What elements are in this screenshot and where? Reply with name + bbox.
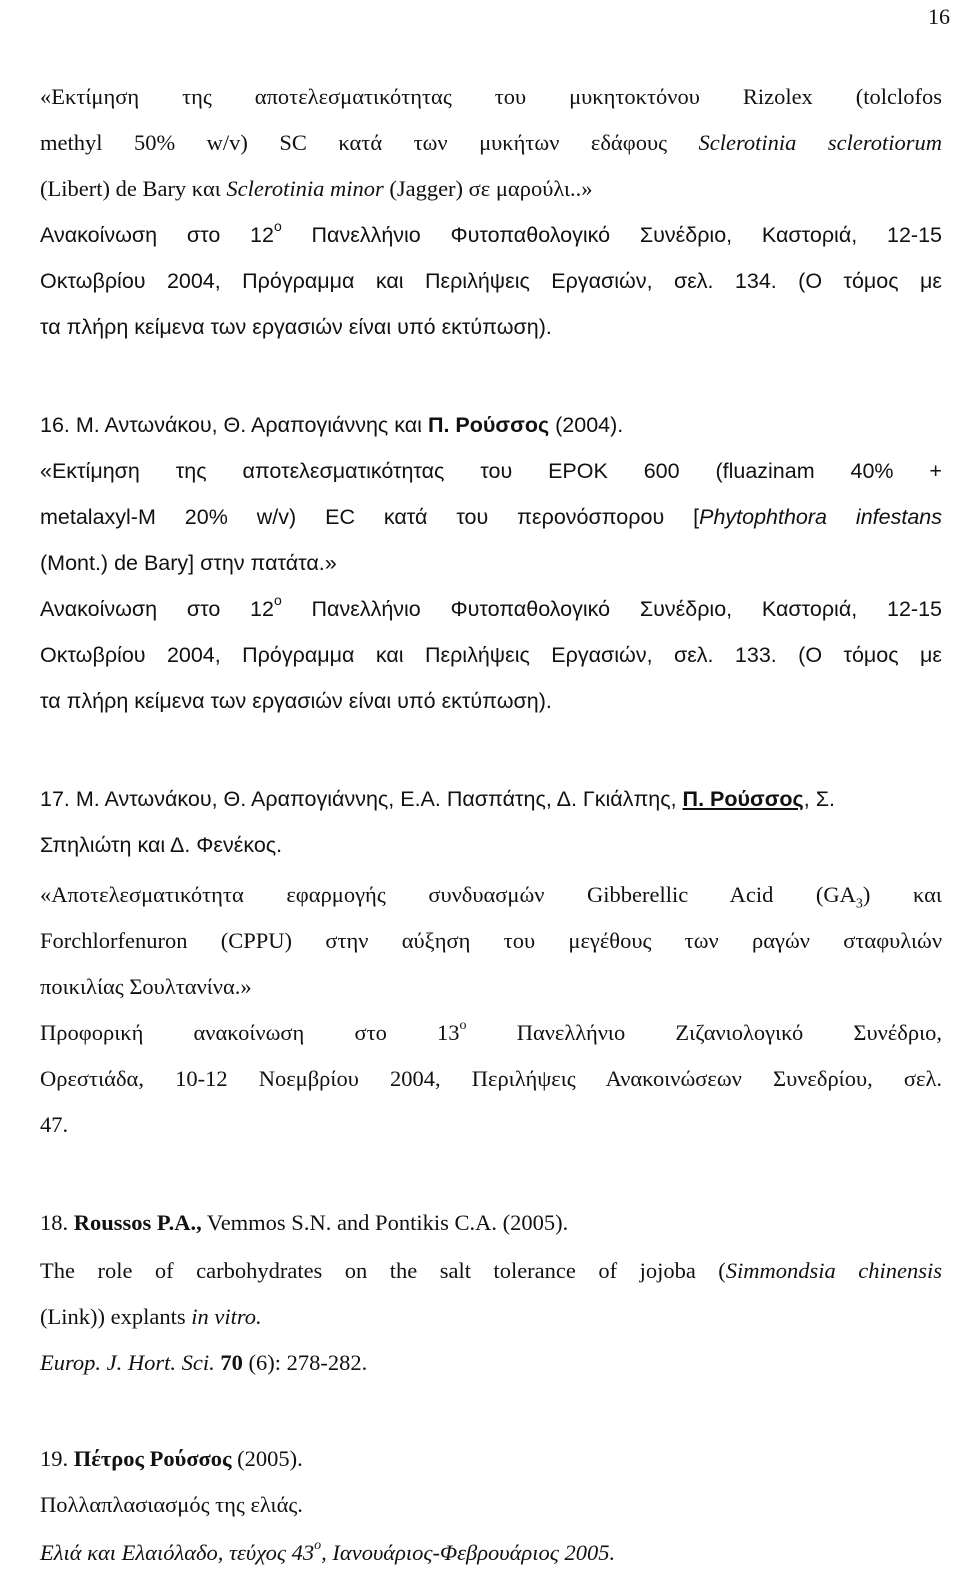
entry-18-line-4: Europ. J. Hort. Sci. 70 (6): 278-282.: [40, 1350, 368, 1375]
entry-17-line-5: ποικιλίας Σουλτανίνα.»: [40, 974, 252, 999]
entry-19-line-3: Ελιά και Ελαιόλαδο, τεύχος $43^o$, Ιανουάριος-Φεβρουάριος 2005.: [40, 1537, 616, 1565]
entry-15-line-4: Ανακοίνωση στο $12^o$ Πανελλήνιο Φυτοπαθολογικό Συνέδριο, Καστοριά, 12-15: [40, 217, 942, 247]
entry-16-line-6: Οκτωβρίου 2004, Πρόγραμμα και Περιλήψεις Εργασιών, σελ. 133. (Ο τόμος με: [40, 643, 942, 667]
entry-16-line-5: Ανακοίνωση στο $12^o$ Πανελλήνιο Φυτοπαθολογικό Συνέδριο, Καστοριά, 12-15: [40, 591, 942, 621]
page-number: 16: [928, 4, 950, 29]
entry-16-line-7: τα πλήρη κείμενα των εργασιών είναι υπό εκτύπωση).: [40, 689, 552, 713]
entry-17-line-3: «Αποτελεσματικότητα εφαρμογής συνδυασμών Gibberellic Acid $(GA_3)$ και: [40, 882, 942, 912]
entry-15-line-3: (Libert) de Bary και Sclerotinia minor (Jagger) σε μαρούλι..»: [40, 176, 593, 201]
entry-15-line-5: Οκτωβρίου 2004, Πρόγραμμα και Περιλήψεις Εργασιών, σελ. 134. (Ο τόμος με: [40, 269, 942, 293]
entry-17-line-4: Forchlorfenuron (CPPU) στην αύξηση του μεγέθους των ραγών σταφυλιών: [40, 928, 942, 953]
entry-16-line-1: 16. Μ. Αντωνάκου, Θ. Αραπογιάννης και Π. Ρούσσος (2004).: [40, 413, 624, 437]
entry-17-line-6: Προφορική ανακοίνωση στο $13^o$ Πανελλήνιο Ζιζανιολογικό Συνέδριο,: [40, 1017, 942, 1045]
entry-16-line-2: «Εκτίμηση της αποτελεσματικότητας του EPOK 600 (fluazinam 40% +: [40, 459, 942, 483]
entry-17-line-8: 47.: [40, 1112, 69, 1137]
entry-18-line-3: (Link)) explants in vitro.: [40, 1304, 262, 1329]
entry-19-line-2: Πολλαπλασιασμός της ελιάς.: [40, 1492, 303, 1517]
entry-15-line-2: methyl 50% w/v) SC κατά των μυκήτων εδάφους Sclerotinia sclerotiorum: [40, 130, 942, 155]
entry-18-line-2: The role of carbohydrates on the salt tolerance of jojoba (Simmondsia chinensis: [40, 1258, 942, 1283]
entry-16-line-4: (Mont.) de Bary] στην πατάτα.»: [40, 551, 337, 575]
entry-15-line-6: τα πλήρη κείμενα των εργασιών είναι υπό εκτύπωση).: [40, 315, 552, 339]
entry-19-line-1: 19. Πέτρος Ρούσσος (2005).: [40, 1446, 303, 1471]
entry-15-line-1: «Εκτίμηση της αποτελεσματικότητας του μυκητοκτόνου Rizolex (tolclofos: [40, 84, 942, 109]
entry-17-line-7: Ορεστιάδα, 10-12 Νοεμβρίου 2004, Περιλήψεις Ανακοινώσεων Συνεδρίου, σελ.: [40, 1066, 942, 1091]
entry-17-line-1: 17. Μ. Αντωνάκου, Θ. Αραπογιάννης, Ε.Α. Πασπάτης, Δ. Γκιάλπης, Π. Ρούσσος, Σ.: [40, 787, 835, 811]
entry-18-line-1: 18. Roussos P.A., Vemmos S.N. and Pontikis C.A. (2005).: [40, 1210, 569, 1235]
entry-17-line-2: Σπηλιώτη και Δ. Φενέκος.: [40, 833, 283, 857]
entry-16-line-3: metalaxyl-M 20% w/v) EC κατά του περονόσπορου [Phytophthora infestans: [40, 505, 942, 529]
